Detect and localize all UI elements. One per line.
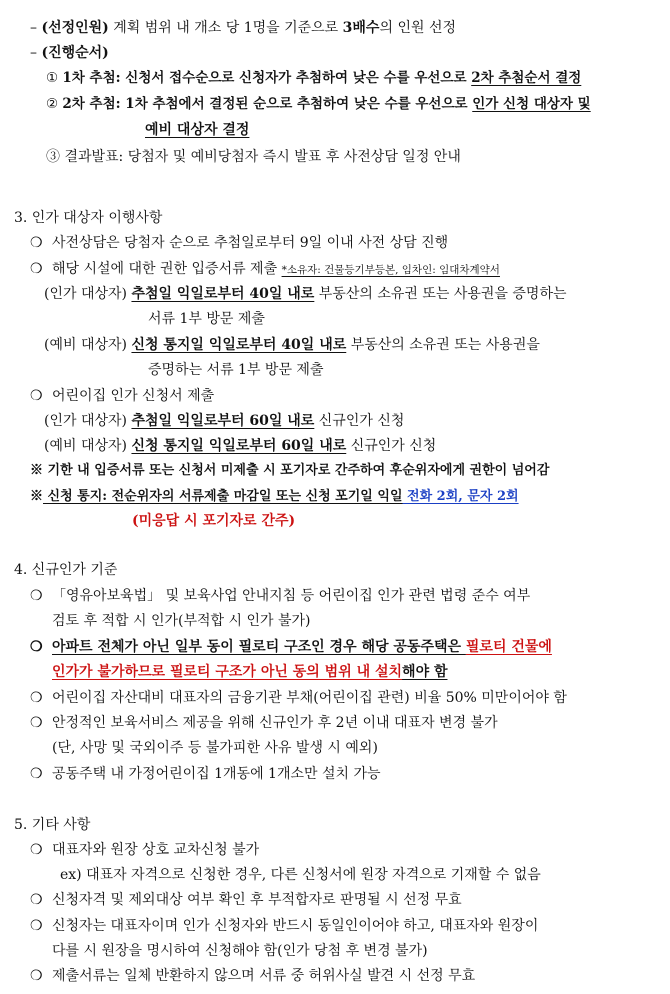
bullet-icon: ❍ <box>30 918 43 934</box>
selection-count-line: – (선정인원) 계획 범위 내 개소 당 1명을 기준으로 3배수의 인원 선정 <box>30 20 456 36</box>
list-item: ❍ 신청자는 대표자이며 인가 신청자와 반드시 동일인이어야 하고, 대표자와 원장이 <box>30 918 539 934</box>
list-item: ❍ 어린이집 인가 신청서 제출 <box>30 388 215 404</box>
section-4-heading: 4. 신규인가 기준 <box>14 562 118 578</box>
bullet-icon: ❍ <box>30 588 43 604</box>
bullet-icon: ❍ <box>30 766 43 782</box>
list-item: ❍ 신청자격 및 제외대상 여부 확인 후 부적합자로 판명될 시 선정 무효 <box>30 892 462 908</box>
bullet-icon: ❍ <box>30 388 43 404</box>
list-item-cont: 인가가 불가하므로 필로티 구조가 아닌 동의 범위 내 설치해야 함 <box>52 664 448 680</box>
result-announcement-line: ③ 결과발표: 당첨자 및 예비당첨자 즉시 발표 후 사전상담 일정 안내 <box>46 149 461 165</box>
bullet-icon: ❍ <box>30 892 43 908</box>
sub-item: (예비 대상자) 신청 통지일 익일로부터 60일 내로 신규인가 신청 <box>44 438 437 454</box>
section-3-heading: 3. 인가 대상자 이행사항 <box>14 210 163 226</box>
procedure-label: – (진행순서) <box>30 45 109 61</box>
bullet-icon: ❍ <box>30 690 43 706</box>
list-item-cont: 검토 후 적합 시 인가(부적합 시 인가 불가) <box>52 613 311 629</box>
bullet-icon: ❍ <box>30 261 43 277</box>
list-item-cont: (단, 사망 및 국외이주 등 불가피한 사유 발생 시 예외) <box>52 740 378 756</box>
list-item: ❍ 공동주택 내 가정어린이집 1개동에 1개소만 설치 가능 <box>30 766 381 782</box>
list-item-cont: 다를 시 원장을 명시하여 신청해야 함(인가 당첨 후 변경 불가) <box>52 943 428 959</box>
ownership-note: *소유자: 건물등기부등본, 임차인: 임대차계약서 <box>281 264 500 276</box>
list-item: ❍ 「영유아보육법」 및 보육사업 안내지침 등 어린이집 인가 관련 법령 준수 여부 <box>30 588 531 604</box>
sub-item: (예비 대상자) 신청 통지일 익일로부터 40일 내로 부동산의 소유권 또는 사용권을 <box>44 337 540 353</box>
deadline-notice: ※ 기한 내 입증서류 또는 신청서 미제출 시 포기자로 간주하여 후순위자에게 권한이 넘어감 <box>30 463 550 478</box>
sub-item-cont: 증명하는 서류 1부 방문 제출 <box>148 362 324 378</box>
bullet-icon: ❍ <box>30 842 43 858</box>
sub-item-cont: 서류 1부 방문 제출 <box>148 311 265 327</box>
second-draw-line-cont: 예비 대상자 결정 <box>145 122 250 138</box>
second-draw-line: ② 2차 추첨: 1차 추첨에서 결정된 순으로 추첨하여 낮은 수를 우선으로 인가 신청 대상자 및 <box>46 96 591 112</box>
example-note: ex) 대표자 자격으로 신청한 경우, 다른 신청서에 원장 자격으로 기재할 수 없음 <box>60 867 541 883</box>
list-item: ❍ 제출서류는 일체 반환하지 않으며 서류 중 허위사실 발견 시 선정 무효 <box>30 968 476 984</box>
list-item: ❍ 사전상담은 당첨자 순으로 추첨일로부터 9일 이내 사전 상담 진행 <box>30 235 449 251</box>
bullet-icon: ❍ <box>30 715 43 731</box>
list-item: ❍ 아파트 전체가 아닌 일부 동이 필로티 구조인 경우 해당 공동주택은 필로티 건물에 <box>30 639 552 655</box>
bullet-icon: ❍ <box>30 968 43 984</box>
bullet-icon: ❍ <box>30 235 43 251</box>
notification-notice: ※ 신청 통지: 전순위자의 서류제출 마감일 또는 신청 포기일 익일 전화 2회, 문자 2회 <box>30 489 519 504</box>
sub-item: (인가 대상자) 추첨일 익일로부터 40일 내로 부동산의 소유권 또는 사용권을 증명하는 <box>44 286 567 302</box>
section-5-heading: 5. 기타 사항 <box>14 817 91 833</box>
first-draw-line: ① 1차 추첨: 신청서 접수순으로 신청자가 추첨하여 낮은 수를 우선으로 2차 추첨순서 결정 <box>46 70 582 86</box>
sub-item: (인가 대상자) 추첨일 익일로부터 60일 내로 신규인가 신청 <box>44 413 405 429</box>
no-response-note: (미응답 시 포기자로 간주) <box>132 513 296 529</box>
list-item: ❍ 해당 시설에 대한 권한 입증서류 제출 *소유자: 건물등기부등본, 임차인: 임대차계약서 <box>30 261 500 277</box>
bullet-icon: ❍ <box>30 639 43 655</box>
list-item: ❍ 안정적인 보육서비스 제공을 위해 신규인가 후 2년 이내 대표자 변경 불가 <box>30 715 498 731</box>
list-item: ❍ 대표자와 원장 상호 교차신청 불가 <box>30 842 260 858</box>
list-item: ❍ 어린이집 자산대비 대표자의 금융기관 부채(어린이집 관련) 비율 50% 미만이어야 함 <box>30 690 567 706</box>
